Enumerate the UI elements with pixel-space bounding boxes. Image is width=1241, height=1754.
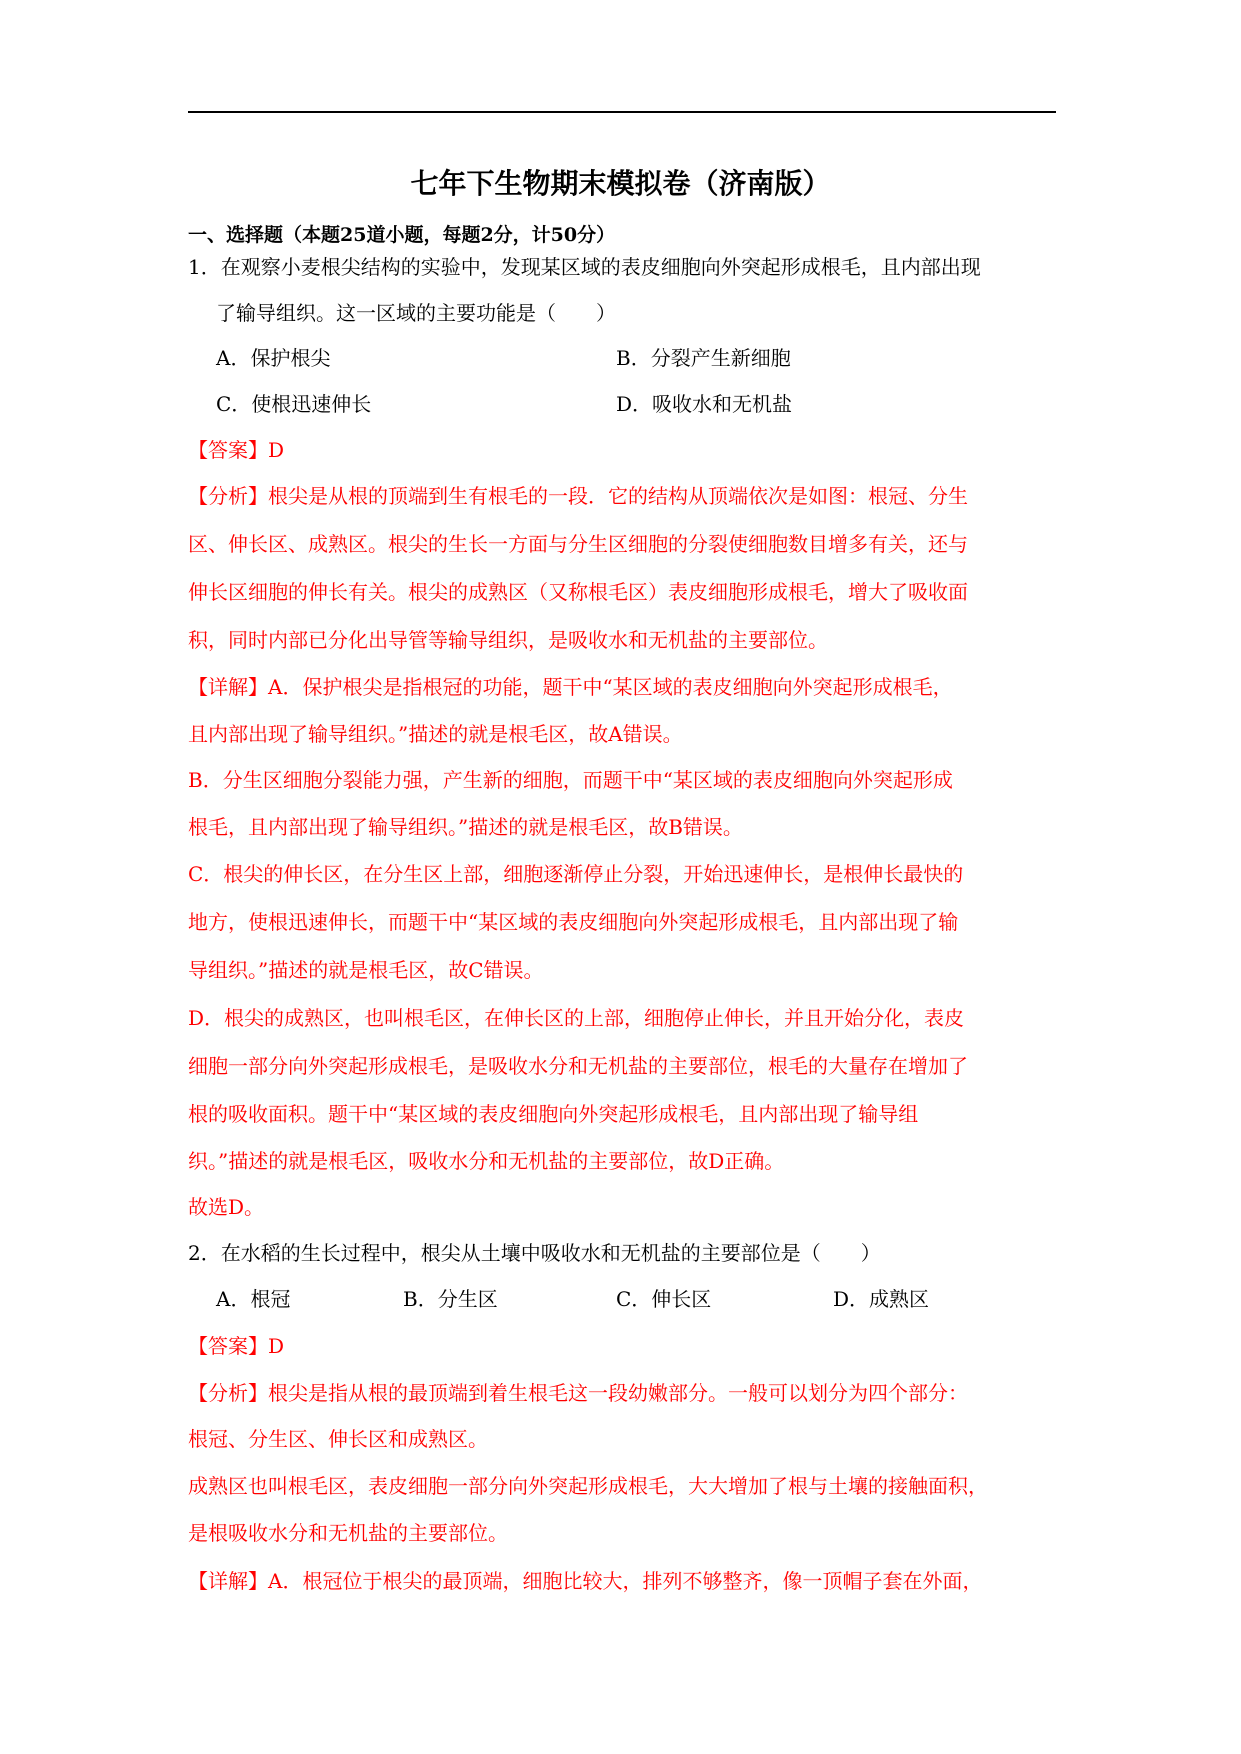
header-rule — [188, 111, 1056, 113]
q1-analysis-line: 伸长区细胞的伸长有关。根尖的成熟区（又称根毛区）表皮细胞形成根毛，增大了吸收面 — [188, 580, 968, 604]
section-heading: 一、选择题（本题25道小题，每题2分，计50分） — [188, 224, 616, 246]
q1-detail-line: 织。”描述的就是根毛区，吸收水分和无机盐的主要部位，故D正确。 — [188, 1149, 785, 1173]
q1-detail-line: 根毛，且内部出现了输导组织。”描述的就是根毛区，故B错误。 — [188, 815, 743, 839]
q1-detail-line: D．根尖的成熟区，也叫根毛区，在伸长区的上部，细胞停止伸长，并且开始分化，表皮 — [188, 1006, 965, 1030]
q2-option-c: C．伸长区 — [616, 1287, 712, 1311]
q1-detail-line: B．分生区细胞分裂能力强，产生新的细胞，而题干中“某区域的表皮细胞向外突起形成 — [188, 768, 953, 792]
q2-option-b: B．分生区 — [403, 1287, 498, 1311]
q1-analysis-line: 【分析】根尖是从根的顶端到生有根毛的一段．它的结构从顶端依次是如图：根冠、分生 — [188, 484, 968, 508]
q1-stem-line-2: 了输导组织。这一区域的主要功能是（ ） — [216, 301, 616, 325]
q1-detail-line: 故选D。 — [188, 1195, 265, 1219]
q2-detail-line: 【详解】A．根冠位于根尖的最顶端，细胞比较大，排列不够整齐，像一顶帽子套在外面， — [188, 1569, 983, 1593]
q1-option-d: D．吸收水和无机盐 — [616, 392, 793, 416]
q1-analysis-line: 积，同时内部已分化出导管等输导组织，是吸收水和无机盐的主要部位。 — [188, 628, 828, 652]
q1-detail-line: 且内部出现了输导组织。”描述的就是根毛区，故A错误。 — [188, 722, 683, 746]
q1-option-b: B．分裂产生新细胞 — [616, 346, 791, 370]
q1-detail-line: 根的吸收面积。题干中“某区域的表皮细胞向外突起形成根毛，且内部出现了输导组 — [188, 1102, 919, 1126]
q1-option-c: C．使根迅速伸长 — [216, 392, 372, 416]
q1-detail-line: 地方，使根迅速伸长，而题干中“某区域的表皮细胞向外突起形成根毛，且内部出现了输 — [188, 910, 959, 934]
q1-detail-line: 【详解】A．保护根尖是指根冠的功能，题干中“某区域的表皮细胞向外突起形成根毛， — [188, 675, 953, 699]
q1-stem-line-1: 1．在观察小麦根尖结构的实验中，发现某区域的表皮细胞向外突起形成根毛，且内部出现 — [188, 255, 981, 279]
q2-analysis-line: 【分析】根尖是指从根的最顶端到着生根毛这一段幼嫩部分。一般可以划分为四个部分： — [188, 1381, 968, 1405]
q1-detail-line: 细胞一部分向外突起形成根毛，是吸收水分和无机盐的主要部位，根毛的大量存在增加了 — [188, 1054, 968, 1078]
q2-analysis-line: 根冠、分生区、伸长区和成熟区。 — [188, 1427, 488, 1451]
q1-analysis-line: 区、伸长区、成熟区。根尖的生长一方面与分生区细胞的分裂使细胞数目增多有关，还与 — [188, 532, 968, 556]
q2-option-a: A．根冠 — [216, 1287, 291, 1311]
q2-analysis-line: 是根吸收水分和无机盐的主要部位。 — [188, 1521, 508, 1545]
q1-answer: 【答案】D — [188, 438, 285, 462]
q2-answer: 【答案】D — [188, 1334, 285, 1358]
q1-detail-line: C．根尖的伸长区，在分生区上部，细胞逐渐停止分裂，开始迅速伸长，是根伸长最快的 — [188, 862, 964, 886]
q2-analysis-line: 成熟区也叫根毛区，表皮细胞一部分向外突起形成根毛，大大增加了根与土壤的接触面积， — [188, 1474, 988, 1498]
q2-option-d: D．成熟区 — [833, 1287, 930, 1311]
q1-option-a: A．保护根尖 — [216, 346, 331, 370]
q2-stem: 2．在水稻的生长过程中，根尖从土壤中吸收水和无机盐的主要部位是（ ） — [188, 1241, 881, 1265]
q1-detail-line: 导组织。”描述的就是根毛区，故C错误。 — [188, 958, 544, 982]
page-title: 七年下生物期末模拟卷（济南版） — [410, 167, 831, 200]
